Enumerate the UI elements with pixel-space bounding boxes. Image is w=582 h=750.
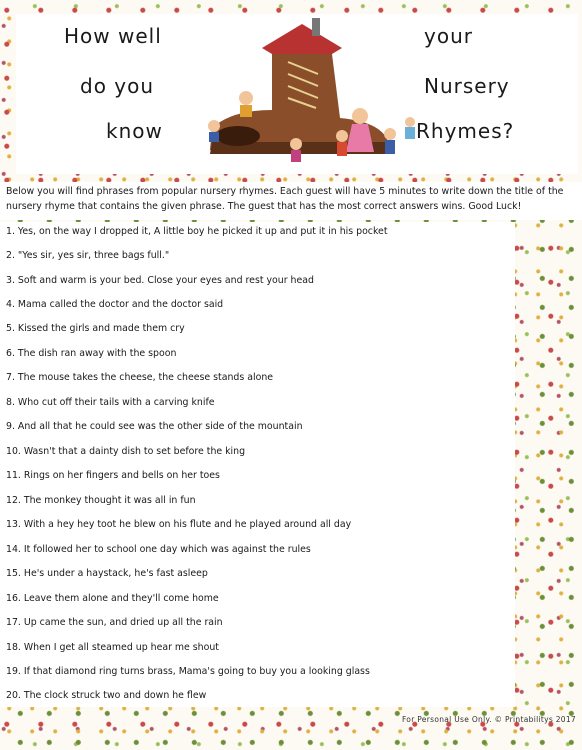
child-figure <box>208 120 220 132</box>
child-figure <box>384 128 396 140</box>
question-item: 11. Rings on her fingers and bells on her toes <box>6 470 220 481</box>
chimney <box>312 18 320 36</box>
question-item: 6. The dish ran away with the spoon <box>6 348 177 359</box>
child-figure <box>336 130 348 142</box>
shoe-roof <box>262 24 342 54</box>
child-figure <box>239 91 253 105</box>
question-item: 4. Mama called the doctor and the doctor said <box>6 299 224 310</box>
questions-panel <box>0 222 515 707</box>
question-item: 3. Soft and warm is your bed. Close your eyes and rest your head <box>6 275 314 286</box>
instructions-text: Below you will find phrases from popular nursery rhymes. Each guest will have 5 minutes to write down the title of the nursery rhyme that contains the given phrase. The guest that has the most correct answers wins. Good Luck! <box>6 186 564 212</box>
question-item: 18. When I get all steamed up hear me shout <box>6 642 219 653</box>
question-item: 9. And all that he could see was the other side of the mountain <box>6 421 303 432</box>
question-item: 10. Wasn't that a dainty dish to set before the king <box>6 446 246 457</box>
title-line-2-right: Nursery <box>424 74 510 98</box>
header-panel <box>16 14 578 174</box>
child-figure <box>405 127 415 139</box>
question-item: 19. If that diamond ring turns brass, Mama's going to buy you a looking glass <box>6 666 370 677</box>
question-item: 16. Leave them alone and they'll come home <box>6 593 219 604</box>
title-line-2-left: do you <box>80 74 155 98</box>
title-line-1-right: your <box>424 24 473 48</box>
child-figure <box>291 150 301 162</box>
question-item: 14. It followed her to school one day which was against the rules <box>6 544 311 555</box>
shoe-opening <box>216 126 260 146</box>
question-item: 8. Who cut off their tails with a carving knife <box>6 397 215 408</box>
child-figure <box>209 132 219 142</box>
child-figure <box>290 138 302 150</box>
question-item: 5. Kissed the girls and made them cry <box>6 323 185 334</box>
child-figure <box>337 142 347 156</box>
child-figure <box>405 117 415 127</box>
question-item: 12. The monkey thought it was all in fun <box>6 495 196 506</box>
old-woman-shoe-illustration <box>192 18 432 170</box>
question-item: 17. Up came the sun, and dried up all the rain <box>6 617 223 628</box>
question-item: 15. He's under a haystack, he's fast asleep <box>6 568 208 579</box>
question-item: 2. "Yes sir, yes sir, three bags full." <box>6 250 170 261</box>
title-line-3-right: Rhymes? <box>416 119 515 143</box>
title-line-1-left: How well <box>64 24 162 48</box>
question-item: 20. The clock struck two and down he flew <box>6 690 207 701</box>
child-figure <box>385 140 395 154</box>
question-item: 1. Yes, on the way I dropped it, A little boy he picked it up and put it in his pocket <box>6 226 388 237</box>
question-item: 13. With a hey hey toot he blew on his flute and he played around all day <box>6 519 352 530</box>
title-line-3-left: know <box>106 119 163 143</box>
old-woman-figure <box>352 108 368 124</box>
copyright-footer: For Personal Use Only. © Printabilitys 2017 <box>401 715 576 724</box>
question-item: 7. The mouse takes the cheese, the cheese stands alone <box>6 372 274 383</box>
instructions-panel <box>0 182 582 220</box>
child-figure <box>240 105 252 117</box>
